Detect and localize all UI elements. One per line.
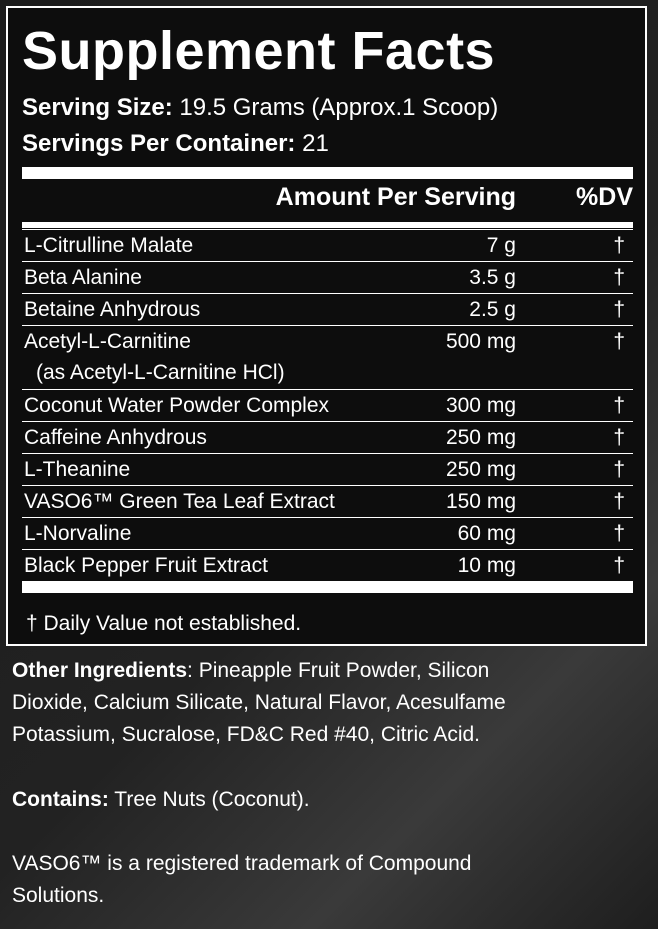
ingredient-amount: 500 mg: [445, 330, 516, 353]
servings-per-container: [22, 128, 329, 160]
ingredient-name: Betaine Anhydrous: [24, 298, 201, 321]
table-row: [22, 229, 633, 261]
ingredient-name: VASO6™ Green Tea Leaf Extract: [24, 490, 335, 513]
table-row: [22, 261, 633, 293]
table-row: [22, 485, 633, 517]
ingredient-dv: †: [613, 522, 625, 545]
ingredient-dv: †: [613, 266, 625, 289]
contains-statement: [12, 784, 612, 816]
header-amount-per-serving: Amount Per Serving: [275, 183, 516, 211]
trademark-text-2: Solutions.: [12, 884, 105, 907]
serving-size-label: Serving Size:: [22, 94, 173, 121]
ingredient-dv: †: [613, 554, 625, 577]
ingredient-dv: †: [613, 298, 625, 321]
table-row: [22, 325, 633, 389]
ingredient-name: Beta Alanine: [24, 266, 142, 289]
table-row: [22, 421, 633, 453]
other-ingredients: [12, 655, 612, 751]
other-ingredients-label: Other Ingredients: [12, 659, 188, 682]
thick-divider-bottom: [22, 581, 633, 593]
ingredient-name: Coconut Water Powder Complex: [24, 394, 330, 417]
ingredient-dv: †: [613, 426, 625, 449]
other-ingredients-text-2: Dioxide, Calcium Silicate, Natural Flavor, Acesulfame: [12, 691, 506, 714]
serving-size: [22, 92, 498, 124]
ingredient-name: Black Pepper Fruit Extract: [24, 554, 268, 577]
ingredient-amount: 300 mg: [445, 394, 516, 417]
other-ingredients-text-3: Potassium, Sucralose, FD&C Red #40, Citric Acid.: [12, 723, 481, 746]
medium-divider: [22, 222, 633, 228]
table-row: [22, 389, 633, 421]
table-row: [22, 453, 633, 485]
ingredient-subtitle: (as Acetyl-L-Carnitine HCl): [36, 361, 285, 384]
ingredient-amount: 2.5 g: [469, 298, 516, 321]
table-row: [22, 549, 633, 581]
servings-per-container-label: Servings Per Container:: [22, 130, 296, 157]
ingredient-dv: †: [613, 234, 625, 257]
table-header: [22, 178, 633, 220]
ingredient-name: L-Norvaline: [24, 522, 132, 545]
ingredient-dv: †: [613, 458, 625, 481]
ingredient-amount: 250 mg: [445, 458, 516, 481]
ingredient-amount: 150 mg: [445, 490, 516, 513]
ingredient-name: Acetyl-L-Carnitine: [24, 330, 191, 353]
ingredient-amount: 10 mg: [457, 554, 516, 577]
ingredient-dv: †: [613, 330, 625, 353]
trademark-text-1: VASO6™ is a registered trademark of Compound: [12, 852, 472, 875]
ingredient-amount: 7 g: [486, 234, 516, 257]
table-row: [22, 293, 633, 325]
serving-size-value: 19.5 Grams (Approx.1 Scoop): [172, 94, 499, 121]
trademark-notice: [12, 848, 612, 912]
ingredient-amount: 60 mg: [457, 522, 516, 545]
supplement-facts-panel: [6, 6, 647, 646]
table-row: [22, 517, 633, 549]
other-ingredients-text-1: : Pineapple Fruit Powder, Silicon: [187, 659, 490, 682]
ingredient-name: L-Theanine: [24, 458, 131, 481]
contains-label: Contains:: [12, 788, 109, 811]
ingredient-amount: 250 mg: [445, 426, 516, 449]
ingredient-name: Caffeine Anhydrous: [24, 426, 207, 449]
servings-per-container-value: 21: [295, 130, 329, 157]
ingredient-name: L-Citrulline Malate: [24, 234, 194, 257]
ingredient-dv: †: [613, 490, 625, 513]
ingredient-table: [22, 229, 633, 581]
page-title: Supplement Facts: [22, 21, 496, 81]
footnote: † Daily Value not established.: [26, 612, 302, 635]
ingredient-amount: 3.5 g: [469, 266, 516, 289]
contains-value: Tree Nuts (Coconut).: [108, 788, 310, 811]
ingredient-dv: †: [613, 394, 625, 417]
header-daily-value: %DV: [576, 183, 633, 211]
